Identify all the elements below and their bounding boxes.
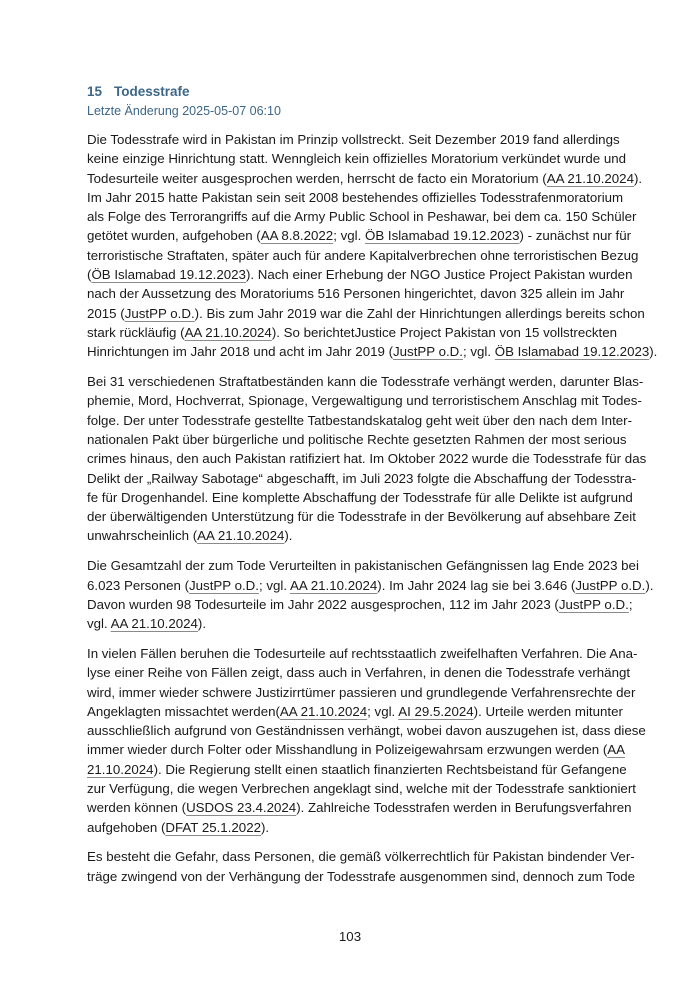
text-segment: immer wieder durch Folter oder Misshandlung in Polizeigewahrsam erzwungen werden ( [87, 742, 608, 758]
text-line [87, 449, 647, 468]
text-segment: ) - zunächst nur für [519, 228, 632, 244]
text-segment: Die Todesstrafe wird in Pakistan im Prinzip vollstreckt. Seit Dezember 2019 fand allerdings [87, 132, 620, 147]
document-body [87, 130, 658, 896]
text-segment: aufgehoben ( [87, 819, 166, 835]
text-segment: ). So berichtetJustice Project Pakistan von 15 vollstreckten [271, 324, 618, 340]
text-segment: Hinrichtungen im Jahr 2018 und acht im Jahr 2019 ( [87, 344, 393, 360]
text-segment: folge. Der unter Todesstrafe gestellte Tatbestandskatalog geht weit über den nach dem Inter- [87, 412, 633, 428]
citation-link[interactable]: AA 21.10.2024 [110, 616, 198, 632]
citation-link[interactable]: DFAT 25.1.2022 [165, 819, 261, 835]
text-segment: ; vgl. [333, 228, 365, 244]
paragraph [87, 130, 658, 362]
text-line [87, 342, 658, 361]
text-segment: ). [633, 170, 643, 186]
citation-link[interactable]: AA 21.10.2024 [290, 577, 378, 593]
text-segment: unwahrscheinlich ( [87, 528, 198, 544]
text-segment: crimes hinaus, den auch Pakistan ratifiziert hat. Im Oktober 2022 wurde die Todesstrafe für das [87, 451, 647, 467]
text-segment: vgl. [87, 616, 111, 632]
citation-link[interactable]: JustPP o.D. [124, 305, 195, 321]
text-segment: Im Jahr 2015 hatte Pakistan sein seit 2008 bestehendes offizielles Todesstrafenmoratorium [87, 189, 624, 205]
citation-link[interactable]: AA 21.10.2024 [546, 170, 634, 186]
text-line [87, 740, 626, 759]
text-line [87, 304, 645, 323]
text-line [87, 798, 632, 817]
text-line [87, 507, 636, 526]
paragraph [87, 847, 636, 886]
text-line [87, 760, 627, 779]
text-segment: Bei 31 verschiedenen Straftatbeständen kann die Todesstrafe verhängt werden, darunter Blas- [87, 374, 644, 390]
text-line [87, 576, 654, 595]
text-line [87, 526, 617, 545]
text-line [87, 595, 633, 614]
text-segment: Es besteht die Gefahr, dass Personen, die gemäß völkerrechtlich für Pakistan bindender Ver- [87, 849, 635, 865]
text-segment: ). [260, 819, 270, 835]
text-segment: Davon wurden 98 Todesurteile im Jahr 2022 ausgesprochen, 112 im Jahr 2023 ( [87, 596, 559, 612]
text-line [87, 488, 633, 507]
text-segment: Todesurteile weiter ausgesprochen werden, herrscht de facto ein Moratorium ( [87, 170, 547, 186]
text-segment: nationalen Pakt über bürgerliche und politische Rechte gesetzten Rahmen der most serious [87, 431, 627, 447]
text-line [87, 644, 638, 663]
text-segment: werden können ( [87, 800, 187, 816]
text-line [87, 372, 644, 391]
page-number: 103 [338, 929, 362, 944]
text-segment: ; [628, 596, 633, 612]
text-segment: stark rückläufig ( [87, 324, 185, 340]
section-number: 15 [87, 84, 103, 99]
section-title: Todesstrafe [114, 84, 190, 99]
text-segment: ). Urteile werden mitunter [473, 703, 623, 719]
text-segment: lyse einer Reihe von Fällen zeigt, dass auch in Verfahren, in denen die Todesstrafe verhängt [87, 665, 631, 681]
citation-link[interactable]: USDOS 23.4.2024 [186, 800, 297, 816]
text-segment: ; vgl. [462, 344, 495, 360]
citation-link[interactable]: AA 21.10.2024 [197, 528, 285, 544]
text-line [87, 207, 637, 226]
citation-link[interactable]: ÖB Islamabad 19.12.2023 [91, 267, 246, 283]
text-line [87, 847, 635, 866]
citation-link[interactable]: ÖB Islamabad 19.12.2023 [494, 344, 650, 360]
text-segment: getötet wurden, aufgehoben ( [87, 228, 261, 244]
citation-link[interactable]: AA 8.8.2022 [260, 228, 334, 244]
text-line [87, 469, 637, 488]
text-line [87, 323, 617, 342]
text-segment: In vielen Fällen beruhen die Todesurteile auf rechtsstaatlich zweifelhaften Verfahren. Die Ana- [87, 645, 638, 661]
text-segment: keine einzige Hinrichtung statt. Wenngleich kein offizielles Moratorium verkündet wurde und [87, 151, 627, 167]
text-line [87, 683, 636, 702]
text-line [87, 130, 620, 149]
text-segment: ). [645, 577, 654, 593]
text-segment: ). [649, 344, 658, 360]
citation-link[interactable]: AA 21.10.2024 [184, 324, 272, 340]
text-segment: ). Nach einer Erhebung der NGO Justice Project Pakistan wurden [245, 267, 633, 283]
text-segment: Die Gesamtzahl der zum Tode Verurteilten in pakistanischen Gefängnissen lag Ende 2023 bei [87, 558, 639, 574]
last-modified: Letzte Änderung 2025-05-07 06:10 [87, 104, 281, 118]
text-segment: 6.023 Personen ( [87, 577, 190, 593]
citation-link[interactable]: AA 21.10.2024 [279, 703, 368, 719]
text-segment: ; vgl. [258, 577, 291, 593]
citation-link[interactable]: JustPP o.D. [575, 577, 646, 593]
citation-link[interactable]: JustPP o.D. [189, 577, 259, 593]
text-segment: ( [87, 267, 92, 283]
citation-link[interactable]: AA [607, 742, 626, 758]
text-segment: zur Verfügung, die wegen Verbrechen angeklagt sind, welche mit der Todesstrafe sanktioniert [87, 781, 636, 796]
paragraph [87, 644, 646, 837]
text-segment: phemie, Mord, Hochverrat, Spionage, Vergewaltigung und terroristischem Anschlag mit Todes- [87, 393, 642, 409]
text-segment: ; vgl. [367, 703, 399, 719]
text-line [87, 614, 617, 633]
text-line [87, 430, 627, 449]
paragraph [87, 556, 654, 633]
text-segment: ). Bis zum Jahr 2019 war die Zahl der Hinrichtungen allerdings bereits schon [194, 305, 645, 321]
text-segment: ). Im Jahr 2024 lag sie bei 3.646 ( [377, 577, 576, 593]
text-line [87, 867, 636, 886]
text-line [87, 169, 643, 188]
text-line [87, 702, 623, 721]
text-line [87, 818, 617, 837]
text-segment: ausschließlich aufgrund von Geständnissen verhängt, wobei davon auszugehen ist, dass diese [87, 723, 646, 739]
citation-link[interactable]: 21.10.2024 [87, 761, 154, 777]
text-segment: Delikt der „Railway Sabotage“ abgeschafft, im Juli 2023 folgte die Abschaffung der Todesstra- [87, 470, 637, 486]
text-line [87, 411, 633, 430]
citation-link[interactable]: JustPP o.D. [558, 596, 629, 612]
text-segment: ). [197, 616, 207, 632]
text-segment: der überwältigenden Unterstützung für die Todesstrafe in der Bevölkerung auf absehbare Zeit [87, 509, 636, 525]
citation-link[interactable]: JustPP o.D. [393, 344, 463, 360]
text-line [87, 149, 627, 168]
text-segment: wird, immer wieder schwere Justizirrtümer passieren und grundlegende Verfahrensrechte der [87, 684, 636, 700]
text-segment: ). Die Regierung stellt einen staatlich finanzierten Rechtsbeistand für Gefangene [153, 761, 627, 777]
text-line [87, 663, 631, 682]
text-line [87, 265, 633, 284]
text-line [87, 556, 639, 575]
text-segment: ). Zahlreiche Todesstrafen werden in Berufungsverfahren [296, 800, 632, 816]
citation-link[interactable]: AI 29.5.2024 [398, 703, 474, 719]
text-line [87, 246, 639, 265]
text-line [87, 226, 632, 245]
text-segment: nach der Aussetzung des Moratoriums 516 Personen hingerichtet, davon 325 allein im Jahr [87, 286, 625, 302]
text-line [87, 284, 625, 303]
text-line [87, 188, 624, 207]
text-line [87, 779, 636, 798]
text-segment: Angeklagten missachtet werden( [87, 703, 280, 719]
paragraph [87, 372, 647, 546]
text-segment: träge zwingend von der Verhängung der Todesstrafe ausgenommen sind, dennoch zum Tode [87, 868, 636, 884]
text-line [87, 721, 646, 740]
text-segment: 2015 ( [87, 305, 125, 321]
citation-link[interactable]: ÖB Islamabad 19.12.2023 [364, 228, 520, 244]
text-line [87, 391, 642, 410]
text-segment: ). [284, 528, 293, 544]
section-heading [87, 84, 190, 99]
text-segment: fe für Drogenhandel. Eine komplette Abschaffung der Todesstrafe für alle Delikte ist aufgrund [87, 489, 633, 505]
text-segment: als Folge des Terrorangriffs auf die Army Public School in Peshawar, bei dem ca. 150 Schüler [87, 209, 637, 225]
text-segment: terroristische Straftaten, später auch für andere Kapitalverbrechen ohne terroristischen Bezug [87, 247, 639, 263]
